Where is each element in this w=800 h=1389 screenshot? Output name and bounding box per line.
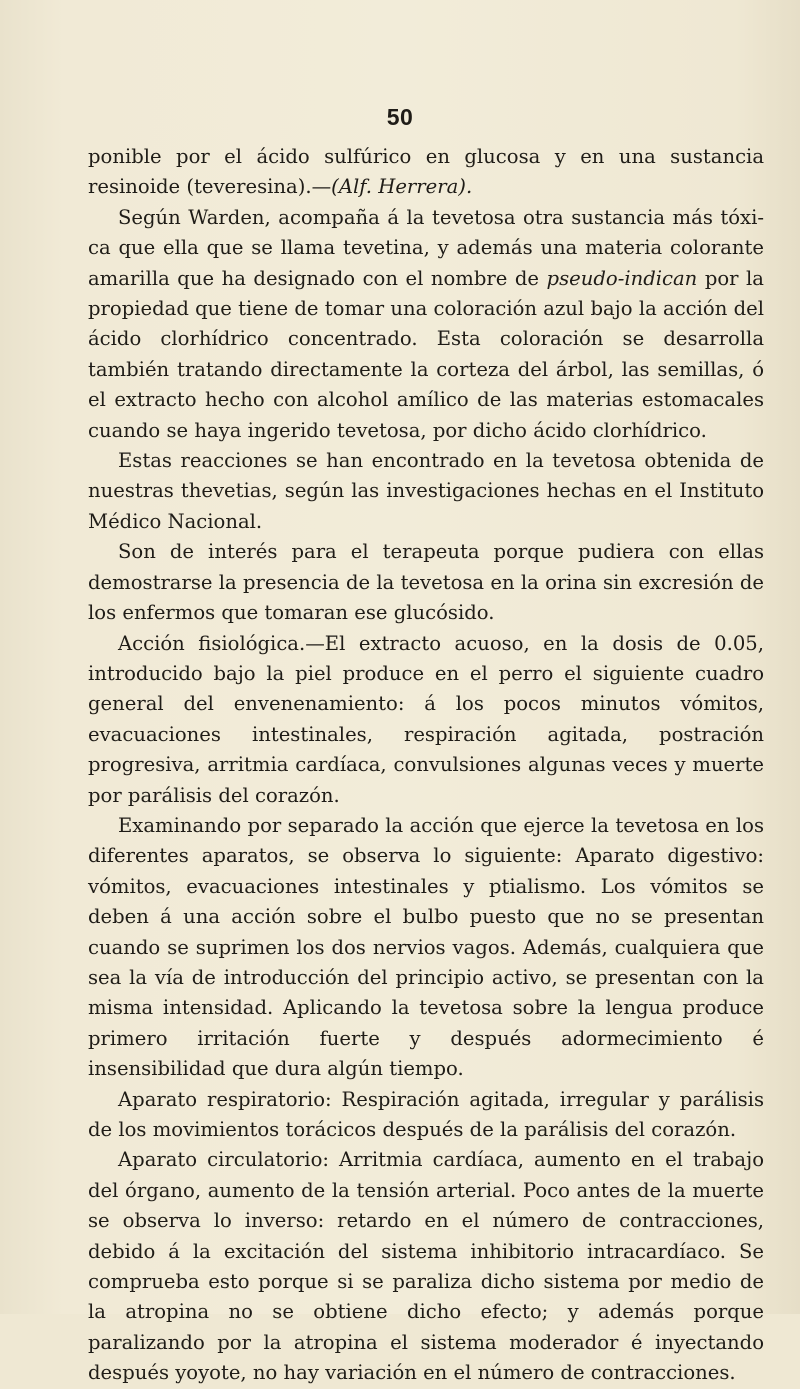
text-run: Acción fisiológica.—El extracto acuoso, en la dosis de 0.05, introducido bajo la piel produce en el perro el siguiente cuadro general del envenenamiento: á los pocos minutos vómitos, evacuaciones intestinales, respiración agitada, postración progresiva, arritmia cardíaca, convulsiones algunas veces y muerte por parálisis del corazón. bbox=[88, 631, 764, 807]
paragraph-p6 bbox=[88, 811, 764, 1085]
page-number: 50 bbox=[386, 104, 414, 130]
paragraph-p1 bbox=[88, 142, 764, 203]
text-run: ponible por el ácido sulfúrico en glucosa y en una sustancia resinoide (teveresina).— bbox=[88, 145, 764, 199]
italic-text: (Alf. Herrera). bbox=[331, 175, 473, 199]
paragraph-p8 bbox=[88, 1145, 764, 1388]
paragraph-p5 bbox=[88, 629, 764, 811]
text-run: por la propiedad que tiene de tomar una coloración azul bajo la acción del ácido clorhídrico concentrado. Esta coloración se desarrolla también tratando directamente la corteza del árbol, las semillas, ó el extracto hecho con alcohol amílico de las materias estomacales cuando se haya ingerido tevetosa, por dicho ácido clorhídrico. bbox=[88, 266, 764, 442]
body-text bbox=[88, 142, 764, 1389]
paragraph-p4 bbox=[88, 537, 764, 628]
text-run: Según Warden, acompaña á la tevetosa otra sustancia más tóxica que ella que se llama tevetina, y además una materia colorante amarilla que ha designado con el nombre de bbox=[88, 205, 764, 290]
text-run: Son de interés para el terapeuta porque pudiera con ellas demostrarse la presencia de la tevetosa en la orina sin excresión de los enfermos que tomaran ese glucósido. bbox=[88, 540, 764, 625]
text-run: Estas reacciones se han encontrado en la tevetosa obtenida de nuestras thevetias, según las investigaciones hechas en el Instituto Médico Nacional. bbox=[88, 449, 764, 533]
paragraph-p7 bbox=[88, 1085, 764, 1146]
text-run: Examinando por separado la acción que ejerce la tevetosa en los diferentes aparatos, se observa lo siguiente: Aparato digestivo: vómitos, evacuaciones intestinales y ptialismo. Los vómitos se deben á una acción sobre el bulbo puesto que no se presentan cuando se suprimen los dos nervios vagos. Además, cualquiera que sea la vía de introducción del principio activo, se presentan con la misma intensidad. Aplicando la tevetosa sobre la lengua produce primero irritación fuerte y después adormecimiento é insensibilidad que dura algún tiempo. bbox=[88, 813, 764, 1081]
paragraph-p3 bbox=[88, 446, 764, 537]
paragraph-p2 bbox=[88, 203, 764, 446]
italic-text: pseudo-indican bbox=[546, 266, 698, 290]
text-run: Aparato respiratorio: Respiración agitada, irregular y parálisis de los movimientos torácicos después de la parálisis del corazón. bbox=[88, 1087, 764, 1141]
text-run: Aparato circulatorio: Arritmia cardíaca, aumento en el trabajo del órgano, aumento de la tensión arterial. Poco antes de la muerte se observa lo inverso: retardo en el número de contracciones, debido á la excitación del sistema inhibitorio intracardíaco. Se comprueba esto porque si se paraliza dicho sistema por medio de la atropina no se obtiene dicho efecto; y además porque paralizando por la atropina el sistema moderador é inyectando después yoyote, no hay variación en el número de contracciones. bbox=[88, 1148, 764, 1385]
